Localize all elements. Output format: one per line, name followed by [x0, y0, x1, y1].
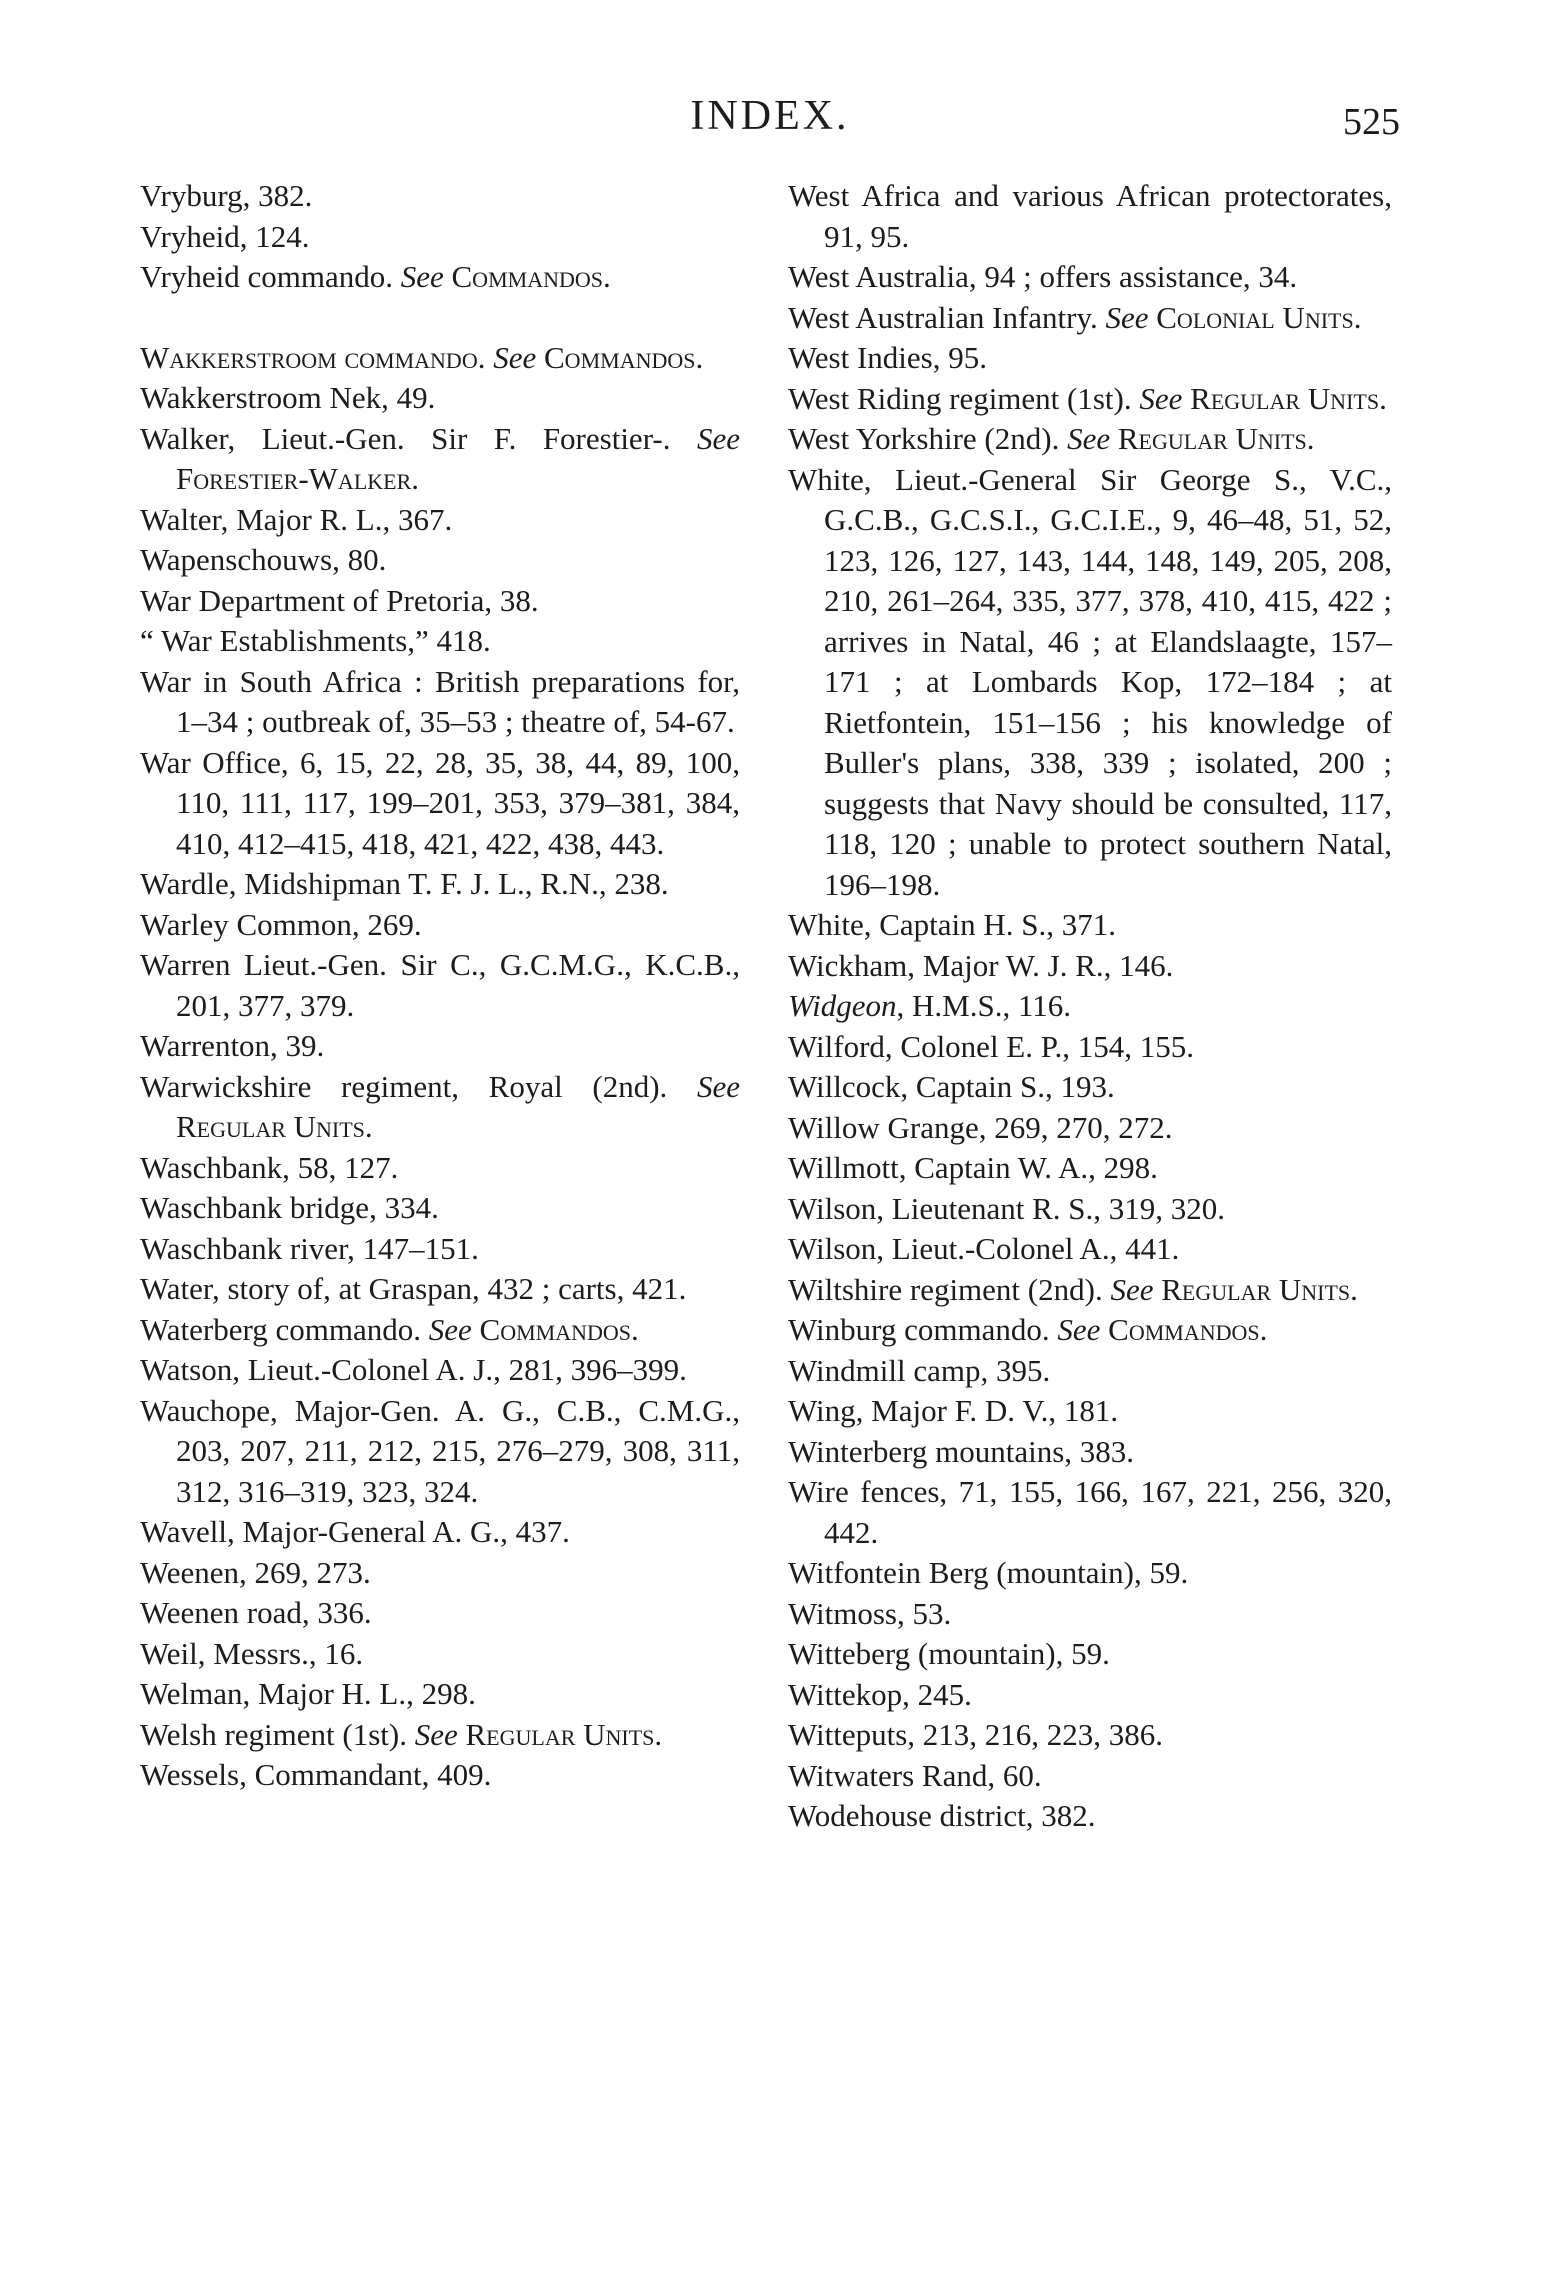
index-entry: Vryheid, 124.: [140, 218, 310, 254]
index-entry: Waschbank river, 147–151.: [140, 1230, 479, 1266]
index-entry: War Office, 6, 15, 22, 28, 35, 38, 44, 89, 100, 110, 111, 117, 199–201, 353, 379–381, 384, 410, 412–415, 418, 421, 422, 438, 443.: [140, 744, 740, 861]
index-entry: Winterberg mountains, 383.: [788, 1433, 1135, 1469]
index-entry: Vryheid commando. See Commandos.: [140, 259, 611, 294]
index-entry: Walker, Lieut.-Gen. Sir F. Forestier-. See Forestier-Walker.: [140, 420, 740, 496]
index-entry: White, Captain H. S., 371.: [788, 907, 1117, 942]
index-entry: War Department of Pretoria, 38.: [140, 582, 539, 618]
index-entry: Wing, Major F. D. V., 181.: [788, 1393, 1119, 1428]
index-entry: Witmoss, 53.: [788, 1595, 952, 1631]
index-entry: Witwaters Rand, 60.: [788, 1757, 1042, 1793]
index-entry: Waschbank bridge, 334.: [140, 1190, 439, 1225]
index-entry: Water, story of, at Graspan, 432 ; carts, 421.: [140, 1271, 687, 1306]
index-entry: White, Lieut.-General Sir George S., V.C., G.C.B., G.C.S.I., G.C.I.E., 9, 46–48, 51, 52, 123, 126, 127, 143, 144, 148, 149, 205, 208, 210, 261–264, 335, 377, 378, 410, 415, 422 ; arrives in Natal, 46 ; at Elandslaagte, 157–171 ; at Lombards Kop, 172–184 ; at Rietfontein, 151–156 ; his knowledge of Buller's plans, 338, 339 ; isolated, 200 ; suggests that Navy should be consulted, 117, 118, 120 ; unable to protect southern Natal, 196–198.: [788, 461, 1392, 902]
index-entry: Willcock, Captain S., 193.: [788, 1069, 1115, 1104]
index-entry: Wilford, Colonel E. P., 154, 155.: [788, 1028, 1195, 1064]
index-entry: West Yorkshire (2nd). See Regular Units.: [788, 421, 1315, 456]
index-entry: Wessels, Commandant, 409.: [140, 1757, 492, 1792]
index-entry: Wauchope, Major-Gen. A. G., C.B., C.M.G., 203, 207, 211, 212, 215, 276–279, 308, 311, 312, 316–319, 323, 324.: [140, 1392, 740, 1509]
index-entry: “ War Establishments,” 418.: [140, 623, 491, 658]
index-entry: Weenen road, 336.: [140, 1595, 372, 1630]
index-entry: Witteputs, 213, 216, 223, 386.: [788, 1717, 1164, 1752]
index-entry: Wapenschouws, 80.: [140, 542, 387, 577]
index-entry: West Africa and various African protectorates, 91, 95.: [788, 178, 1392, 254]
index-entry: Winburg commando. See Commandos.: [788, 1312, 1268, 1347]
index-column-right: [788, 176, 1392, 1837]
index-entry: Witteberg (mountain), 59.: [788, 1636, 1110, 1671]
index-column-left: [140, 176, 740, 1796]
page-number: 525: [1343, 101, 1400, 143]
index-entry: Welsh regiment (1st). See Regular Units.: [140, 1716, 663, 1752]
index-entry: Walter, Major R. L., 367.: [140, 501, 453, 537]
index-entry: Waterberg commando. See Commandos.: [140, 1311, 639, 1347]
index-entry: West Indies, 95.: [788, 340, 987, 375]
index-entry: Warwickshire regiment, Royal (2nd). See Regular Units.: [140, 1068, 740, 1144]
page-title: INDEX.: [690, 93, 850, 139]
index-entry: West Australia, 94 ; offers assistance, 34.: [788, 259, 1298, 294]
index-entry: Wickham, Major W. J. R., 146.: [788, 947, 1174, 983]
index-entry: Warren Lieut.-Gen. Sir C., G.C.M.G., K.C.B., 201, 377, 379.: [140, 947, 740, 1023]
index-entry: Warrenton, 39.: [140, 1028, 325, 1063]
index-entry: Watson, Lieut.-Colonel A. J., 281, 396–399.: [140, 1352, 687, 1387]
index-entry: Weenen, 269, 273.: [140, 1554, 371, 1590]
index-entry: Wilson, Lieutenant R. S., 319, 320.: [788, 1190, 1226, 1226]
index-entry: Warley Common, 269.: [140, 906, 422, 942]
index-entry: Willmott, Captain W. A., 298.: [788, 1150, 1158, 1185]
index-entry: Windmill camp, 395.: [788, 1352, 1051, 1388]
index-entry: Witfontein Berg (mountain), 59.: [788, 1555, 1189, 1590]
index-entry: Widgeon, H.M.S., 116.: [788, 988, 1072, 1023]
index-entry: West Australian Infantry. See Colonial Units.: [788, 299, 1362, 335]
index-entry: Wittekop, 245.: [788, 1676, 972, 1712]
index-entry: Willow Grange, 269, 270, 272.: [788, 1109, 1173, 1145]
index-entry: Wardle, Midshipman T. F. J. L., R.N., 238.: [140, 866, 669, 901]
index-entry: War in South Africa : British preparations for, 1–34 ; outbreak of, 35–53 ; theatre of, 54-67.: [140, 663, 740, 739]
index-entry: Wakkerstroom Nek, 49.: [140, 380, 436, 415]
index-entry: Vryburg, 382.: [140, 178, 313, 213]
index-entry: West Riding regiment (1st). See Regular Units.: [788, 380, 1387, 416]
index-entry: Waschbank, 58, 127.: [140, 1149, 399, 1185]
index-entry: Wilson, Lieut.-Colonel A., 441.: [788, 1231, 1180, 1266]
index-entry: Wire fences, 71, 155, 166, 167, 221, 256, 320, 442.: [788, 1474, 1392, 1550]
index-entry: Wakkerstroom commando. See Commandos.: [140, 339, 704, 375]
page-header: [140, 92, 1400, 152]
index-entry: Weil, Messrs., 16.: [140, 1635, 364, 1671]
index-entry: Wiltshire regiment (2nd). See Regular Units.: [788, 1271, 1358, 1307]
index-entry: Wavell, Major-General A. G., 437.: [140, 1514, 570, 1549]
index-entry: Wodehouse district, 382.: [788, 1798, 1096, 1833]
index-entry: Welman, Major H. L., 298.: [140, 1676, 476, 1711]
